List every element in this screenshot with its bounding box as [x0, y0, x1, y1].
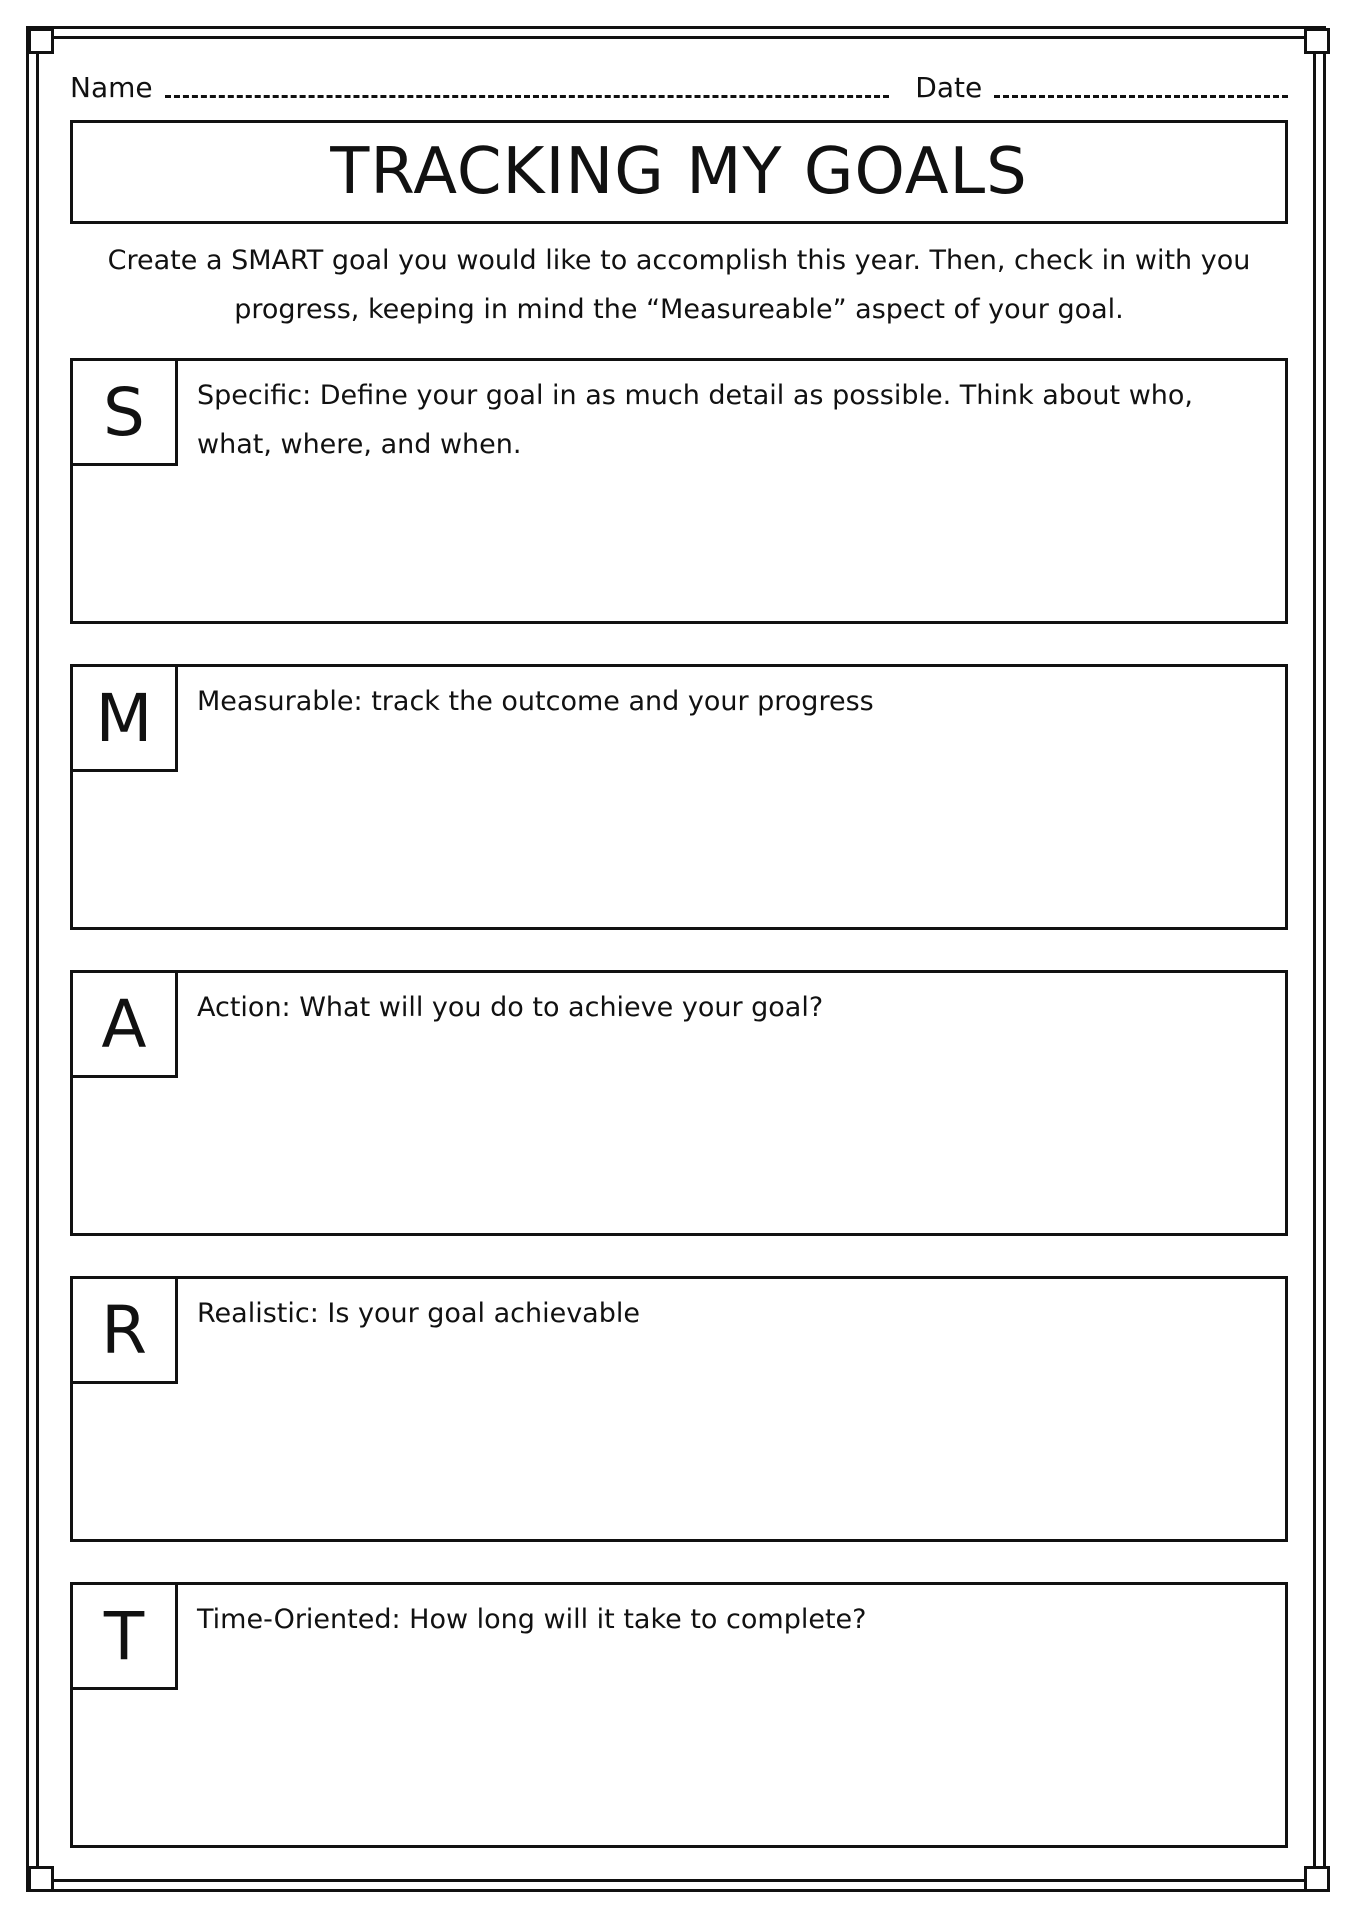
letter-box-s: S: [70, 358, 178, 466]
section-prompt-specific: Specific: Define your goal in as much detail as possible. Think about who, what, where, and when.: [197, 380, 1193, 460]
section-prompt-action: Action: What will you do to achieve your goal?: [197, 992, 824, 1023]
section-measurable[interactable]: [70, 664, 1288, 930]
letter-box-a: A: [70, 970, 178, 1078]
name-date-row: [70, 64, 1288, 104]
section-action[interactable]: [70, 970, 1288, 1236]
letter-box-m: M: [70, 664, 178, 772]
section-prompt-realistic: Realistic: Is your goal achievable: [197, 1298, 640, 1329]
instructions-text: Create a SMART goal you would like to accomplish this year. Then, check in with you progress, keeping in mind the “Measureable” aspect of your goal.: [107, 245, 1251, 325]
section-realistic[interactable]: [70, 1276, 1288, 1542]
name-label: Name: [70, 71, 153, 104]
corner-square-top-left: [28, 28, 54, 54]
section-time-oriented[interactable]: [70, 1582, 1288, 1848]
section-specific[interactable]: [70, 358, 1288, 624]
letter-box-t: T: [70, 1582, 178, 1690]
corner-square-top-right: [1304, 28, 1330, 54]
title-box: [70, 120, 1288, 224]
letter-box-r: R: [70, 1276, 178, 1384]
corner-square-bottom-right: [1304, 1866, 1330, 1892]
page-title: TRACKING MY GOALS: [330, 135, 1028, 209]
section-prompt-time-oriented: Time-Oriented: How long will it take to complete?: [197, 1604, 867, 1635]
date-label: Date: [915, 71, 983, 104]
corner-square-bottom-left: [28, 1866, 54, 1892]
section-prompt-measurable: Measurable: track the outcome and your progress: [197, 686, 874, 717]
name-blank-line[interactable]: [165, 94, 890, 98]
date-blank-line[interactable]: [994, 94, 1288, 98]
